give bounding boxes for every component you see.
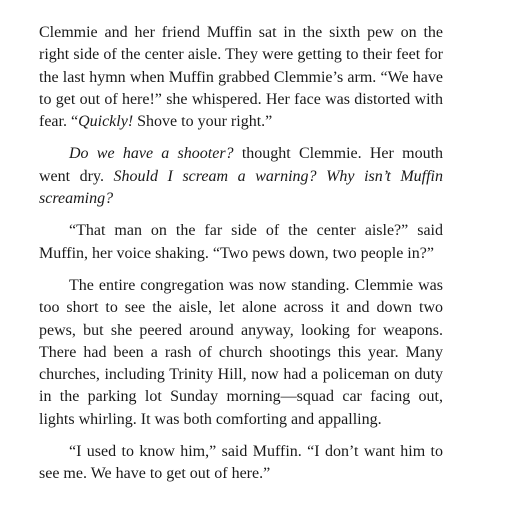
paragraph-text-italic: Do we have a shooter?	[69, 145, 234, 163]
paragraph-text: thought Clemmie. Her mouth went dry.	[39, 145, 444, 185]
paragraph-text: “That man on the far side of the center aisle?” said Muffin, her voice shaking. “Two pews down, two people in?”	[39, 222, 443, 262]
paragraph-text: Shove to your right.”	[133, 113, 273, 131]
paragraph-2	[39, 143, 443, 210]
paragraph-text: “I used to know him,” said Muffin. “I don’t want him to see me. We have to get out of here.”	[39, 443, 443, 483]
paragraph-1	[39, 22, 443, 133]
paragraph-text-italic: Should I scream a warning? Why isn’t Muffin screaming?	[39, 167, 444, 208]
paragraph-3	[39, 220, 443, 265]
paragraph-text: Clemmie and her friend Muffin sat in the sixth pew on the right side of the center aisle. They were getting to their feet for the last hymn when Muffin grabbed Clemmie’s arm. “We have to get out of here!” she whispered. Her face was distorted with fear. “	[39, 24, 443, 131]
paragraph-5	[39, 441, 443, 486]
document-page	[39, 22, 443, 496]
paragraph-text-italic: Quickly!	[78, 113, 134, 131]
paragraph-4	[39, 275, 443, 431]
paragraph-text: The entire congregation was now standing. Clemmie was too short to see the aisle, let alone across it and down two pews, but she peered around anyway, looking for weapons. There had been a rash of church shootings this year. Many churches, including Trinity Hill, now had a policeman on duty in the parking lot Sunday morning—squad car facing out, lights whirling. It was both comforting and appalling.	[39, 276, 443, 428]
